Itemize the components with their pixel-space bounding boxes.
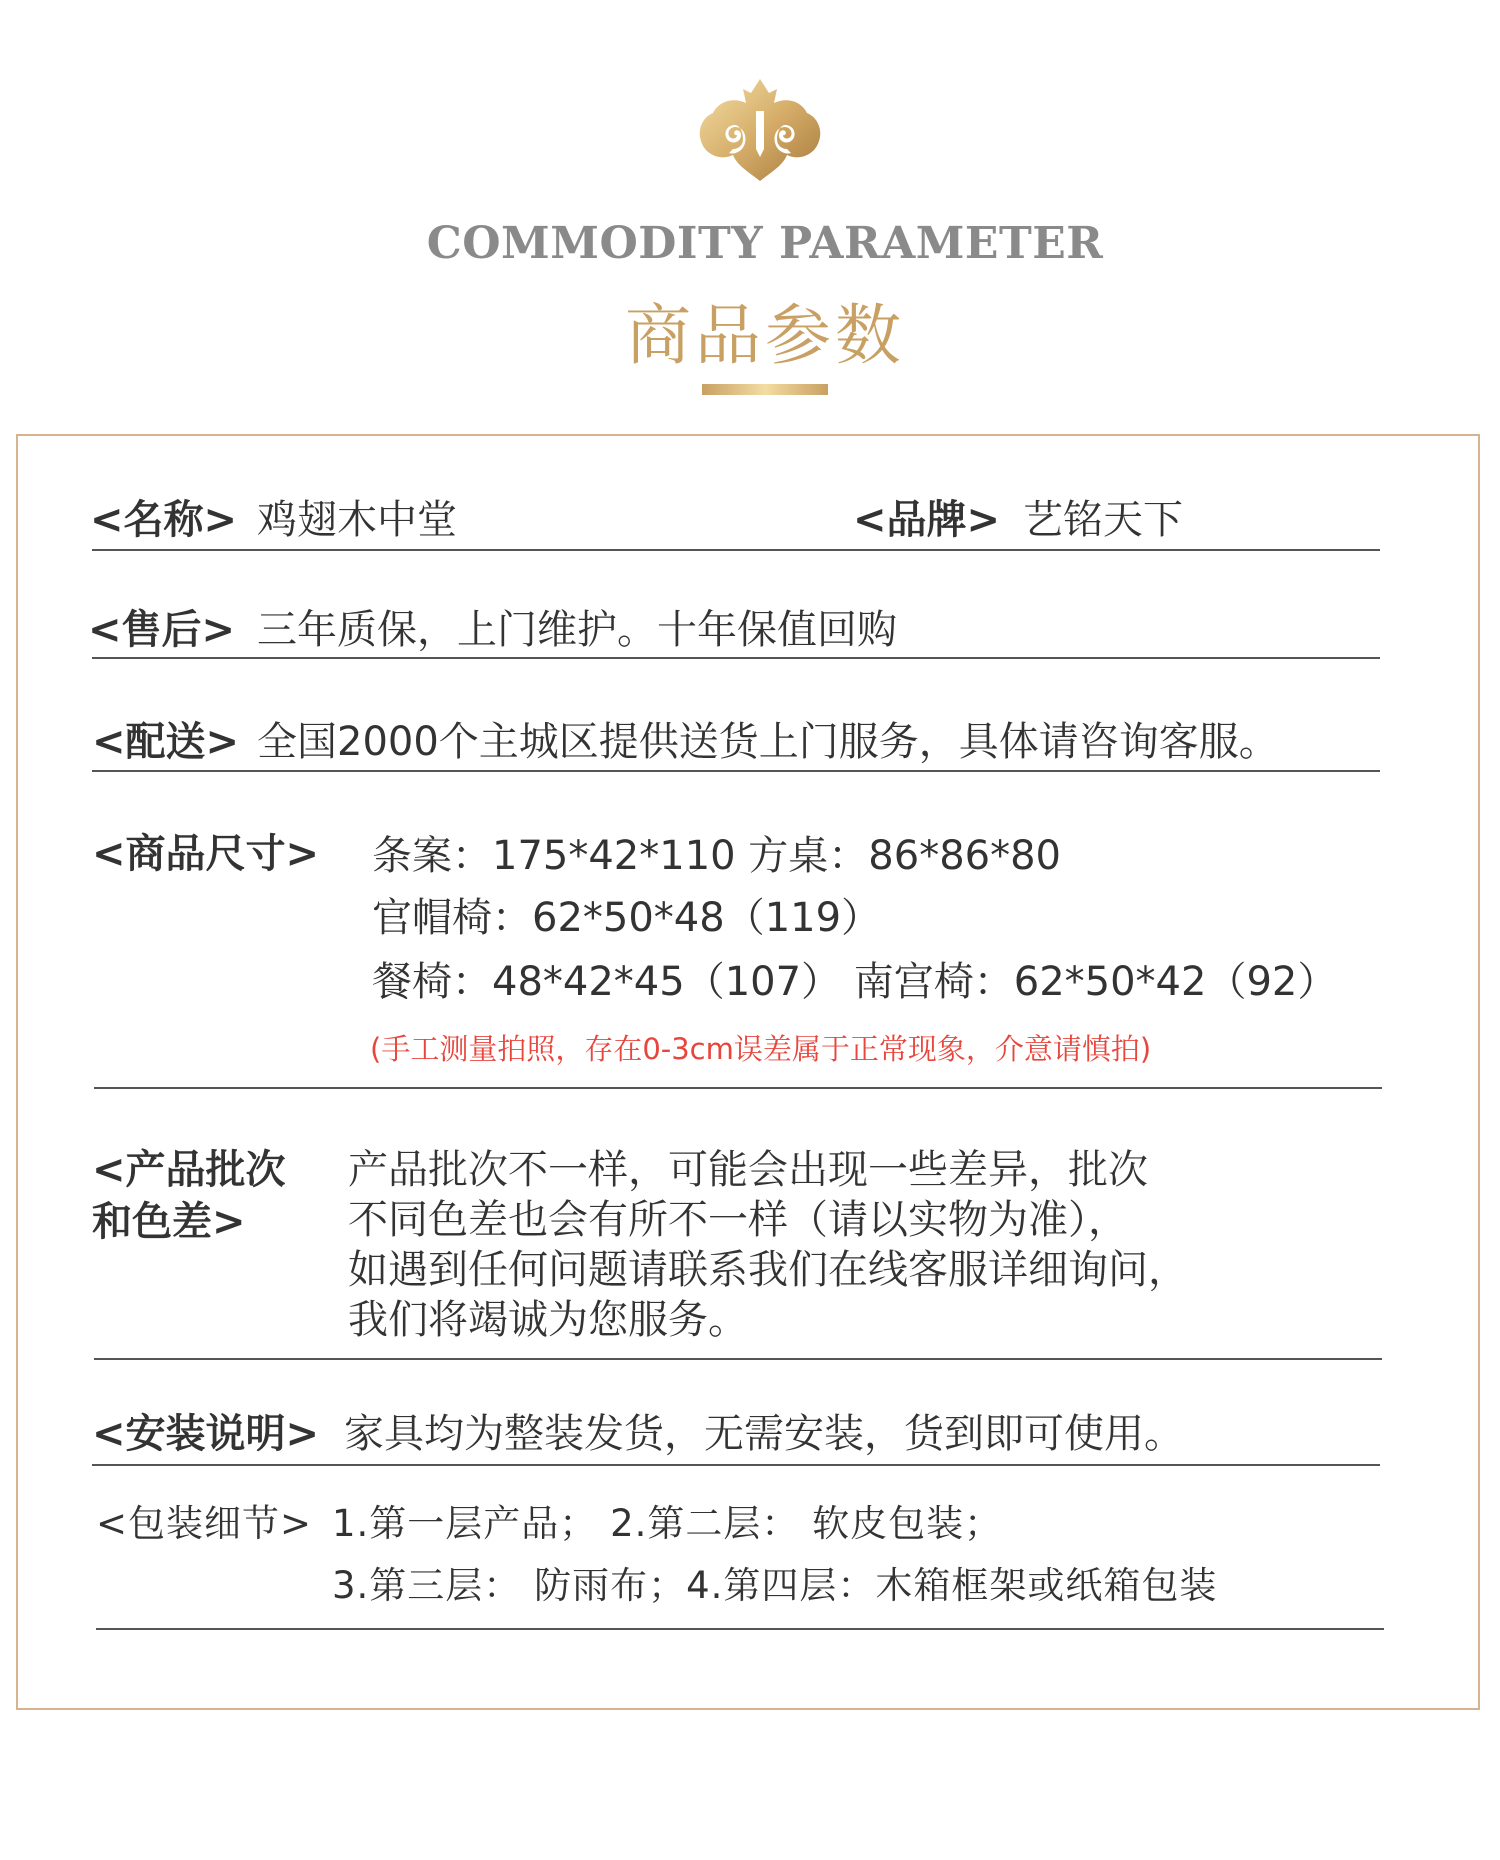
name-value: 鸡翅木中堂 — [257, 497, 457, 543]
size-line-1: 条案：175*42*110 方桌：86*86*80 — [372, 833, 1062, 879]
batch-label-line-1: <产品批次 — [92, 1147, 286, 1193]
batch-line-4: 我们将竭诚为您服务。 — [348, 1297, 748, 1343]
row-divider — [92, 770, 1380, 772]
delivery-value: 全国2000个主城区提供送货上门服务，具体请咨询客服。 — [257, 719, 1279, 765]
row-divider — [94, 1087, 1382, 1089]
packing-label: <包装细节> — [96, 1502, 313, 1545]
packing-line-1: 1.第一层产品； 2.第二层： 软皮包装； — [332, 1502, 1003, 1545]
batch-label-line-2: 和色差> — [92, 1199, 246, 1245]
row-divider — [96, 1628, 1384, 1630]
install-value: 家具均为整装发货，无需安装，货到即可使用。 — [344, 1411, 1184, 1457]
install-label: <安装说明> — [92, 1411, 320, 1457]
size-line-3: 餐椅：48*42*45（107） 南宫椅：62*50*42（92） — [372, 959, 1338, 1005]
row-divider — [92, 549, 1380, 551]
brand-value: 艺铭天下 — [1023, 497, 1183, 543]
gold-divider — [702, 384, 828, 395]
size-line-2: 官帽椅：62*50*48（119） — [372, 895, 882, 941]
after-sales-value: 三年质保，上门维护。十年保值回购 — [257, 607, 897, 653]
batch-line-1: 产品批次不一样，可能会出现一些差异，批次 — [348, 1147, 1148, 1193]
name-label: <名称> — [90, 497, 238, 543]
english-title: COMMODITY PARAMETER — [426, 218, 1104, 269]
section-header — [0, 0, 1500, 420]
after-sales-label: <售后> — [88, 607, 236, 653]
chinese-title: 商品参数 — [625, 297, 905, 374]
size-label: <商品尺寸> — [92, 831, 320, 877]
row-divider — [92, 657, 1380, 659]
row-divider — [92, 1464, 1380, 1466]
batch-line-3: 如遇到任何问题请联系我们在线客服详细询问， — [348, 1247, 1188, 1293]
measurement-note: (手工测量拍照，存在0-3cm误差属于正常现象，介意请慎拍) — [370, 1032, 1152, 1066]
gold-cloud-ornament-icon — [695, 75, 825, 185]
packing-line-2: 3.第三层： 防雨布；4.第四层：木箱框架或纸箱包装 — [332, 1564, 1218, 1607]
batch-line-2: 不同色差也会有所不一样（请以实物为准）， — [348, 1197, 1128, 1243]
row-divider — [94, 1358, 1382, 1360]
delivery-label: <配送> — [92, 719, 240, 765]
brand-label: <品牌> — [853, 497, 1001, 543]
